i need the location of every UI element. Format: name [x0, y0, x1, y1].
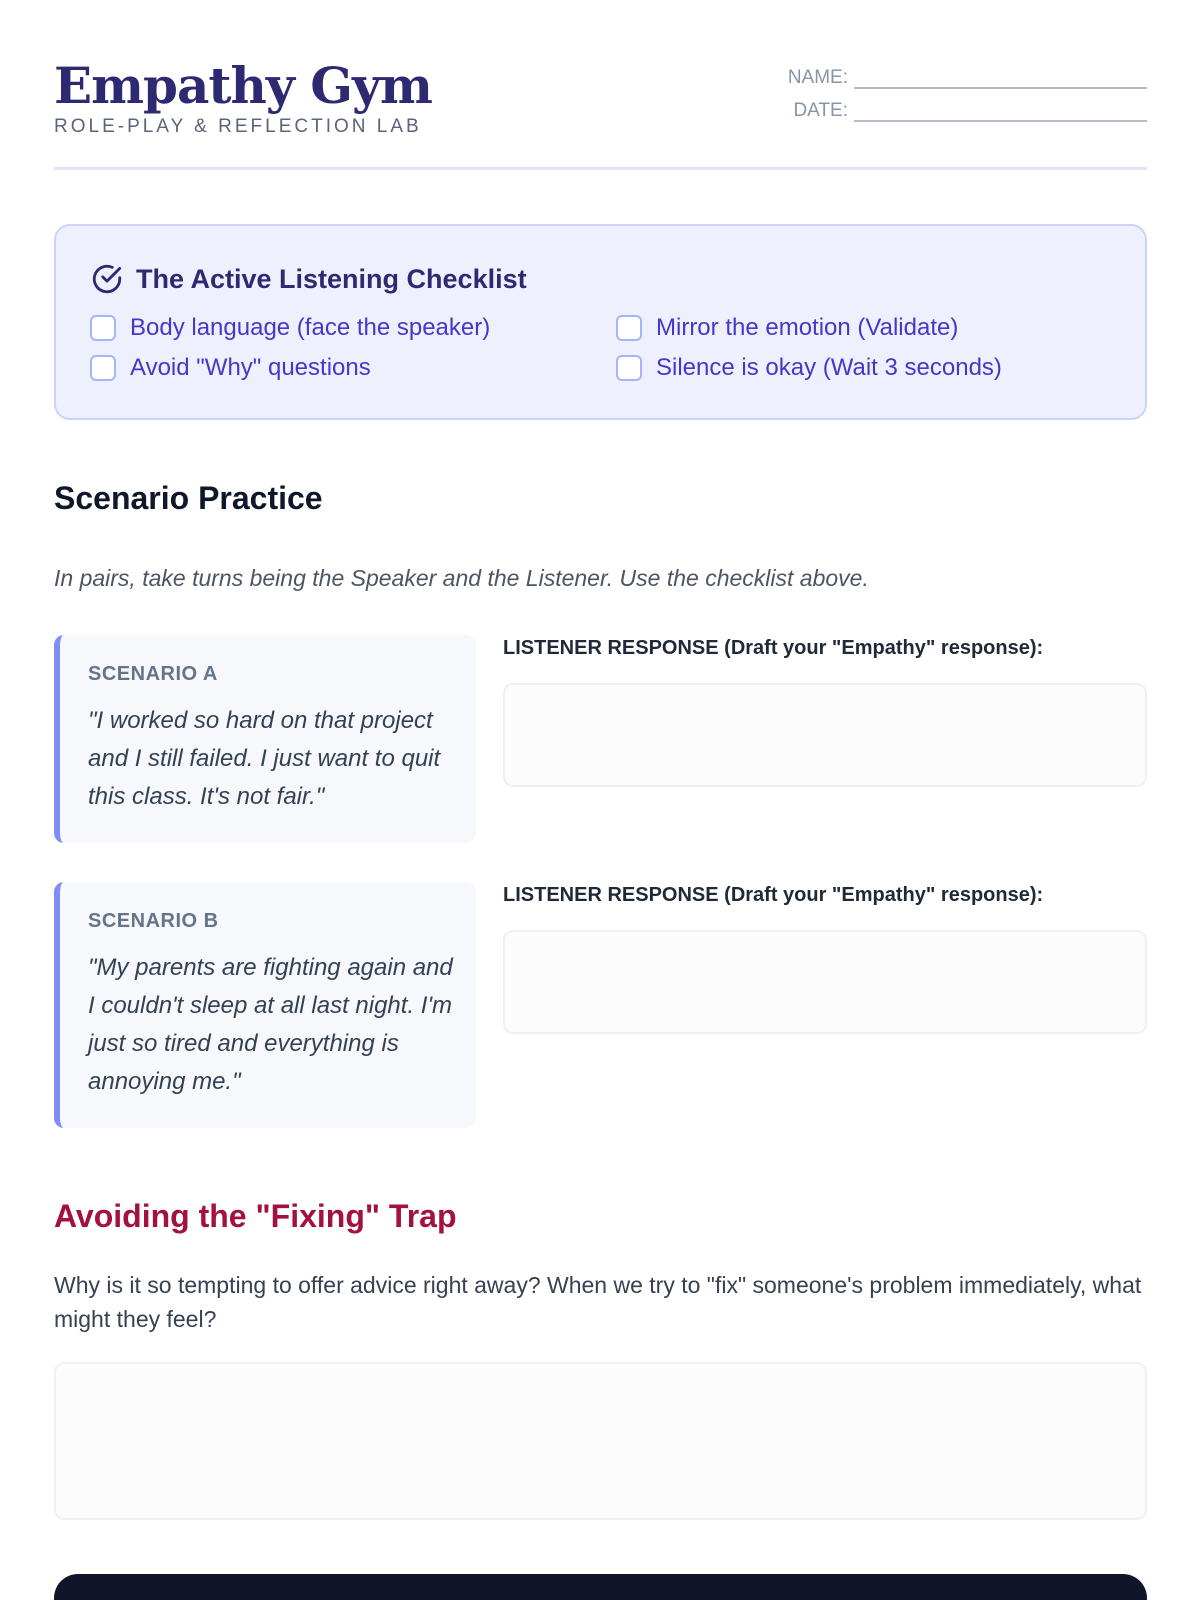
name-row — [727, 56, 1147, 89]
checklist-item-avoid-why[interactable] — [90, 354, 371, 382]
scenario-card-b — [54, 882, 476, 1128]
checklist-item-label: Silence is okay (Wait 3 seconds) — [656, 354, 1002, 381]
checkbox[interactable] — [616, 315, 642, 341]
checklist-item-label: Mirror the emotion (Validate) — [656, 314, 959, 341]
listener-response-input-b[interactable] — [503, 930, 1147, 1034]
checklist-item-silence[interactable] — [616, 354, 1002, 382]
worksheet-header — [54, 56, 1147, 170]
checkbox[interactable] — [616, 355, 642, 381]
date-row — [727, 89, 1147, 122]
check-circle-icon — [90, 262, 124, 296]
name-label: NAME: — [787, 67, 848, 88]
student-meta — [727, 56, 1147, 122]
footer-bar — [54, 1574, 1147, 1600]
fixing-trap-question: Why is it so tempting to offer advice right away? When we try to "fix" someone's problem immediately, what might they feel? — [54, 1272, 1142, 1332]
scenario-label: SCENARIO A — [88, 663, 218, 685]
scenario-label: SCENARIO B — [88, 910, 219, 932]
worksheet-subtitle: ROLE-PLAY & REFLECTION LAB — [54, 116, 422, 137]
active-listening-checklist — [54, 224, 1147, 420]
listener-response-input-a[interactable] — [503, 683, 1147, 787]
scenario-practice-title: Scenario Practice — [54, 480, 323, 516]
scenario-quote: "I worked so hard on that project and I still failed. I just want to quit this class. It's not fair." — [88, 707, 441, 810]
checklist-item-mirror-emotion[interactable] — [616, 314, 958, 342]
checklist-item-label: Avoid "Why" questions — [130, 354, 371, 381]
checklist-title: The Active Listening Checklist — [136, 263, 527, 294]
scenario-instructions: In pairs, take turns being the Speaker and the Listener. Use the checklist above. — [54, 565, 869, 591]
checkbox[interactable] — [90, 355, 116, 381]
name-field[interactable] — [854, 69, 1147, 89]
fixing-trap-answer-input[interactable] — [54, 1362, 1147, 1520]
date-field[interactable] — [854, 102, 1147, 122]
checkbox[interactable] — [90, 315, 116, 341]
checklist-header — [90, 262, 527, 296]
listener-response-label-a: LISTENER RESPONSE (Draft your "Empathy" response): — [503, 637, 1044, 659]
checklist-item-body-language[interactable] — [90, 314, 490, 342]
scenario-card-a — [54, 635, 476, 843]
fixing-trap-title: Avoiding the "Fixing" Trap — [54, 1198, 457, 1234]
scenario-quote: "My parents are fighting again and I couldn't sleep at all last night. I'm just so tired and everything is annoying me." — [88, 954, 453, 1095]
date-label: DATE: — [793, 100, 848, 121]
listener-response-label-b: LISTENER RESPONSE (Draft your "Empathy" response): — [503, 884, 1044, 906]
worksheet-title: Empathy Gym — [54, 56, 432, 115]
checklist-item-label: Body language (face the speaker) — [130, 314, 491, 341]
